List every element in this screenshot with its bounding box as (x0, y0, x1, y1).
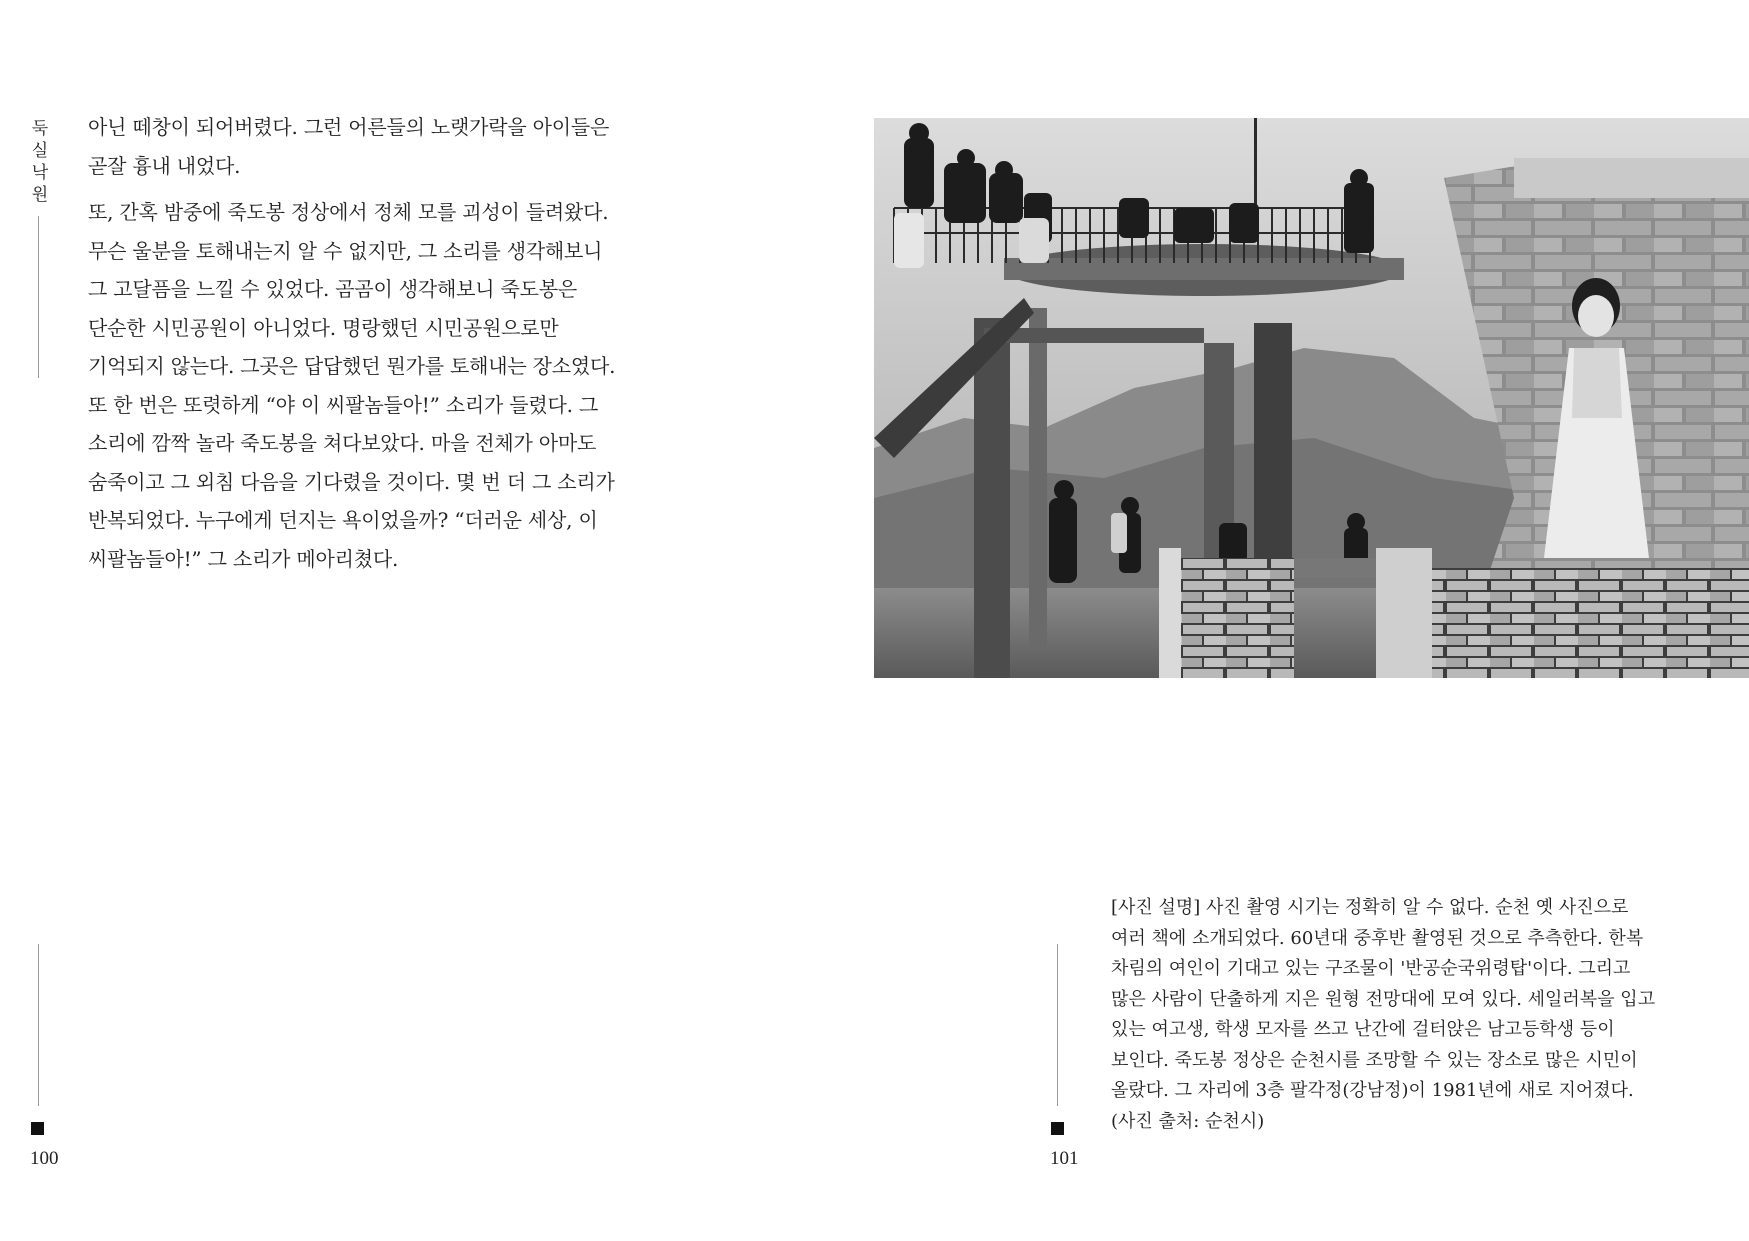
running-head-rule (38, 216, 39, 378)
body-line: 씨팔놈들아!” 그 소리가 메아리쳤다. (88, 546, 399, 571)
running-head-char: 낙 (31, 163, 49, 183)
page-number: 101 (1050, 1148, 1079, 1169)
body-line: 또 한 번은 또렷하게 “야 이 씨팔놈들아!” 소리가 들렸다. 그 (88, 392, 599, 417)
folio-square-icon (1051, 1122, 1064, 1135)
caption-line: 있는 여고생, 학생 모자를 쓰고 난간에 걸터앉은 남고등학생 등이 (1111, 1019, 1615, 1040)
left-page (0, 0, 874, 1241)
body-line: 숨죽이고 그 외침 다음을 기다렸을 것이다. 몇 번 더 그 소리가 (88, 469, 615, 494)
body-line: 아닌 떼창이 되어버렸다. 그런 어른들의 노랫가락을 아이들은 (88, 115, 610, 139)
running-head (27, 118, 53, 206)
caption-line: 여러 책에 소개되었다. 60년대 중후반 촬영된 것으로 추측한다. 한복 (1111, 927, 1644, 949)
photo-icon (874, 118, 1749, 678)
body-line: 소리에 깜짝 놀라 죽도봉을 쳐다보았다. 마을 전체가 아마도 (88, 431, 597, 455)
caption-line: [사진 설명] 사진 촬영 시기는 정확히 알 수 없다. 순천 옛 사진으로 (1111, 897, 1629, 918)
body-line: 곧잘 흉내 내었다. (88, 153, 241, 178)
body-text (88, 108, 658, 578)
caption-line: 올랐다. 그 자리에 3층 팔각정(강남정)이 1981년에 새로 지어졌다. (1111, 1080, 1634, 1101)
body-line: 기억되지 않는다. 그곳은 답답했던 뭔가를 토해내는 장소였다. (88, 354, 616, 378)
running-head-char: 둑 (31, 119, 49, 139)
body-line: 그 고달픔을 느낄 수 있었다. 곰곰이 생각해보니 죽도봉은 (88, 277, 578, 301)
caption-rule (1057, 944, 1058, 1106)
caption-line: 보인다. 죽도봉 정상은 순천시를 조망할 수 있는 장소로 많은 시민이 (1111, 1049, 1638, 1071)
caption-line: 많은 사람이 단출하게 지은 원형 전망대에 모여 있다. 세일러복을 입고 (1111, 988, 1656, 1010)
running-head-char: 실 (31, 141, 49, 161)
running-head-char: 원 (31, 185, 49, 205)
body-line: 단순한 시민공원이 아니었다. 명랑했던 시민공원으로만 (88, 315, 559, 340)
caption-line: (사진 출처: 순천시) (1111, 1110, 1265, 1132)
folio-rule (38, 944, 39, 1106)
folio-square-icon (31, 1122, 44, 1135)
caption-line: 차림의 여인이 기대고 있는 구조물이 '반공순국위령탑'이다. 그리고 (1111, 958, 1631, 979)
body-line: 또, 간혹 밤중에 죽도봉 정상에서 정체 모를 괴성이 들려왔다. (88, 200, 609, 224)
body-line: 무슨 울분을 토해내는지 알 수 없지만, 그 소리를 생각해보니 (88, 238, 603, 263)
observation-deck-photo (874, 118, 1749, 678)
body-line: 반복되었다. 누구에게 던지는 욕이었을까? “더러운 세상, 이 (88, 508, 598, 532)
page-number: 100 (30, 1148, 59, 1169)
photo-caption (1111, 893, 1671, 1137)
